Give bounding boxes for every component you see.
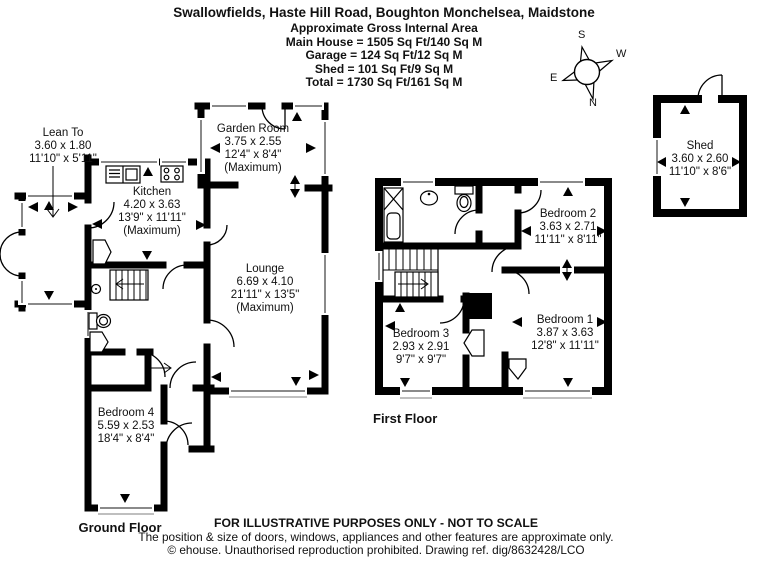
room-name: Bedroom 1: [536, 314, 594, 326]
room-dims-metric: 4.20 x 3.63: [123, 199, 181, 211]
room-label-kitchen: [92, 186, 212, 238]
stairs-icon-ground: [110, 270, 148, 300]
room-dims-metric: 3.63 x 2.71: [539, 221, 597, 233]
compass-icon: [563, 47, 612, 99]
room-name: Garden Room: [216, 123, 290, 135]
room-label-bedroom-2: [506, 208, 630, 247]
first-floor-title: First Floor: [373, 411, 438, 426]
compass-south-label: S: [578, 29, 586, 41]
room-dims-imperial: 11'10" x 5'11": [29, 153, 97, 165]
ground-floor-title: Ground Floor: [78, 520, 162, 535]
room-label-bedroom-3: [361, 328, 481, 367]
room-name: Bedroom 2: [539, 208, 597, 220]
room-label-lounge: [205, 263, 325, 315]
room-label-bedroom-4: [66, 407, 186, 446]
entrance-arrow-icon: [150, 363, 171, 373]
disclaimer-line-2: The position & size of doors, windows, appliances and other features are approximate only.: [138, 529, 614, 544]
stove-icon: [161, 166, 183, 182]
room-note: (Maximum): [224, 162, 282, 174]
disclaimer-line-3: © ehouse. Unauthorised reproduction prohibited. Drawing ref. dig/8632428/LCO: [167, 543, 585, 558]
room-name: Lean To: [42, 127, 84, 139]
room-dims-imperial: 21'11" x 13'5": [230, 289, 300, 301]
room-dims-metric: 3.87 x 3.63: [536, 327, 594, 339]
toilet-icon-ground: [89, 313, 111, 329]
stairs-icon-first: [383, 245, 438, 297]
room-dims-imperial: 9'7" x 9'7": [395, 354, 447, 366]
compass-west-label: W: [616, 48, 627, 60]
room-name: Shed: [686, 140, 714, 152]
ceiling-light-icon: [92, 285, 101, 294]
room-label-lean-to: [3, 127, 123, 166]
basin-icon: [421, 191, 438, 205]
disclaimer-block: [0, 517, 752, 558]
room-dims-metric: 2.93 x 2.91: [392, 341, 450, 353]
room-dims-metric: 3.60 x 1.80: [34, 140, 92, 152]
toilet-icon-first: [455, 186, 473, 212]
room-label-shed: [640, 140, 760, 179]
room-name: Bedroom 3: [392, 328, 450, 340]
compass-north-label: N: [589, 97, 597, 109]
area-line-total: Total = 1730 Sq Ft/161 Sq M: [305, 75, 463, 90]
room-label-bedroom-1: [503, 314, 627, 353]
room-label-garden-room: [193, 123, 313, 175]
room-dims-metric: 5.59 x 2.53: [97, 420, 155, 432]
room-dims-metric: 3.60 x 2.60: [671, 153, 729, 165]
room-name: Lounge: [245, 263, 285, 275]
header-subtitle: Approximate Gross Internal Area: [290, 21, 478, 35]
room-dims-metric: 6.69 x 4.10: [236, 276, 294, 288]
room-note: (Maximum): [123, 225, 181, 237]
page-title: Swallowfields, Haste Hill Road, Boughton Monchelsea, Maidstone: [173, 5, 595, 20]
room-note: (Maximum): [236, 302, 294, 314]
room-dims-metric: 3.75 x 2.55: [224, 136, 282, 148]
room-dims-imperial: 18'4" x 8'4": [97, 433, 155, 445]
sink-icon: [106, 166, 140, 183]
room-dims-imperial: 12'4" x 8'4": [224, 149, 282, 161]
room-dims-imperial: 11'10" x 8'6": [668, 166, 732, 178]
area-line-shed: Shed = 101 Sq Ft/9 Sq M: [314, 61, 454, 76]
disclaimer-line-1: FOR ILLUSTRATIVE PURPOSES ONLY - NOT TO SCALE: [214, 516, 538, 530]
area-line-main-house: Main House = 1505 Sq Ft/140 Sq M: [285, 34, 483, 49]
compass-east-label: E: [550, 72, 558, 84]
room-dims-imperial: 13'9" x 11'11": [118, 212, 186, 224]
room-name: Kitchen: [132, 186, 172, 198]
area-line-garage: Garage = 124 Sq Ft/12 Sq M: [305, 48, 463, 63]
bath-icon: [384, 188, 403, 242]
room-dims-imperial: 11'11" x 8'11": [534, 234, 602, 246]
room-name: Bedroom 4: [97, 407, 155, 419]
cupboard-door-icon-hall: [90, 240, 111, 352]
chimney-breast: [466, 293, 492, 319]
room-dims-imperial: 12'8" x 11'11": [531, 340, 599, 352]
